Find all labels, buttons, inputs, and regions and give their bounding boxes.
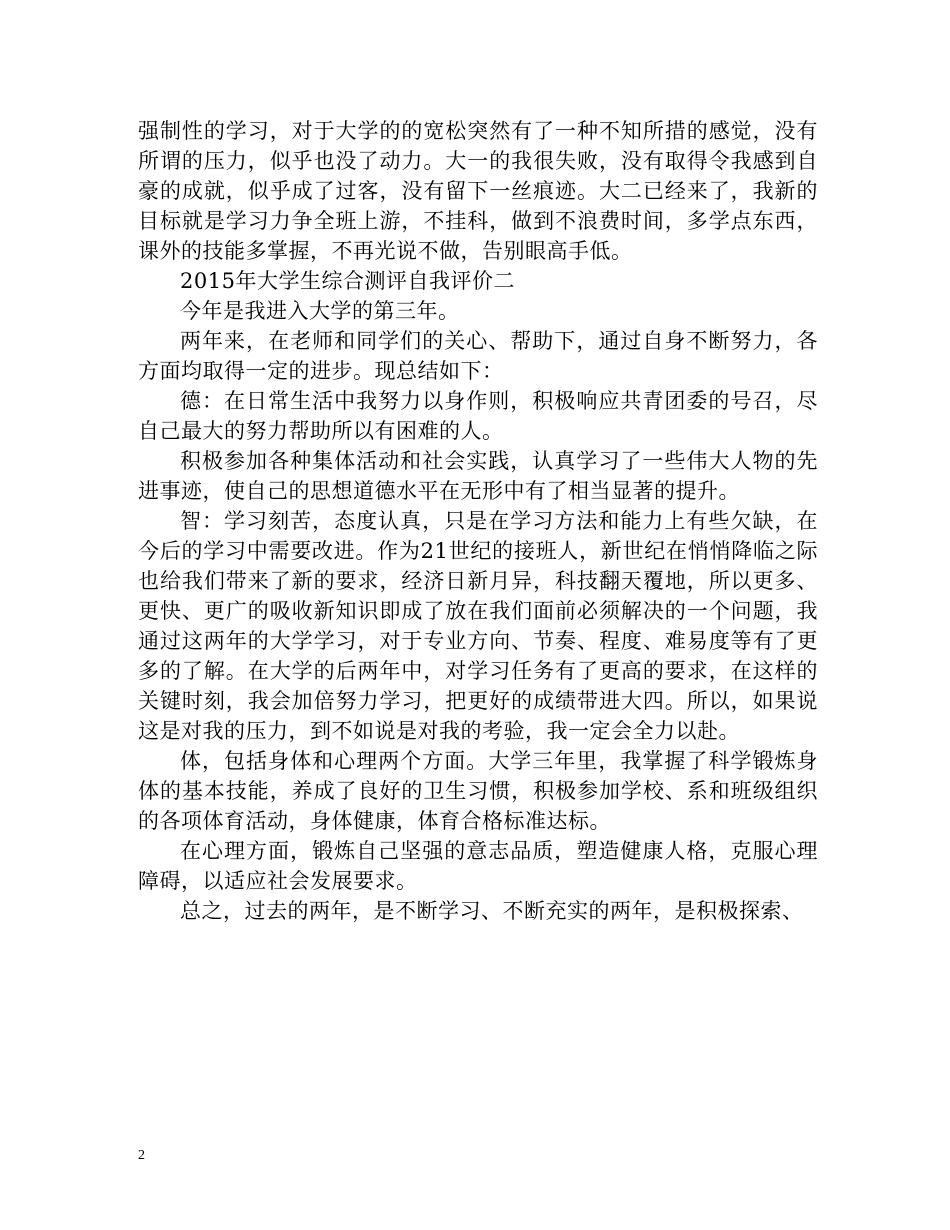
body-text (138, 116, 818, 926)
paragraph-4: 两年来，在老师和同学们的关心、帮助下，通过自身不断努力，各方面均取得一定的进步。现总结如下： (138, 329, 818, 383)
paragraph-6: 积极参加各种集体活动和社会实践，认真学习了一些伟大人物的先进事迹，使自己的思想道德水平在无形中有了相当显著的提升。 (138, 449, 818, 503)
paragraph-10: 总之，过去的两年，是不断学习、不断充实的两年，是积极探索、 (180, 899, 804, 923)
paragraph-1: 强制性的学习，对于大学的的宽松突然有了一种不知所措的感觉，没有所谓的压力，似乎也没了动力。大一的我很失败，没有取得令我感到自豪的成就，似乎成了过客，没有留下一丝痕迹。大二已经来了，我新的目标就是学习力争全班上游，不挂科，做到不浪费时间，多学点东西，课外的技能多掌握，不再光说不做，告别眼高手低。 (138, 119, 818, 263)
section-heading: 2015年大学生综合测评自我评价二 (180, 269, 515, 293)
page-number: 2 (138, 1148, 145, 1163)
paragraph-5: 德：在日常生活中我努力以身作则，积极响应共青团委的号召，尽自己最大的努力帮助所以有困难的人。 (138, 389, 818, 443)
paragraph-8: 体，包括身体和心理两个方面。大学三年里，我掌握了科学锻炼身体的基本技能，养成了良好的卫生习惯，积极参加学校、系和班级组织的各项体育活动，身体健康，体育合格标准达标。 (138, 749, 818, 833)
paragraph-7: 智：学习刻苦，态度认真，只是在学习方法和能力上有些欠缺，在今后的学习中需要改进。作为21世纪的接班人，新世纪在悄悄降临之际也给我们带来了新的要求，经济日新月异，科技翻天覆地，所以更多、更快、更广的吸收新知识即成了放在我们面前必须解决的一个问题，我通过这两年的大学学习，对于专业方向、节奏、程度、难易度等有了更多的了解。在大学的后两年中，对学习任务有了更高的要求，在这样的关键时刻，我会加倍努力学习，把更好的成绩带进大四。所以，如果说这是对我的压力，到不如说是对我的考验，我一定会全力以赴。 (138, 509, 818, 743)
paragraph-9: 在心理方面，锻炼自己坚强的意志品质，塑造健康人格，克服心理障碍，以适应社会发展要求。 (138, 839, 818, 893)
paragraph-3: 今年是我进入大学的第三年。 (180, 299, 460, 323)
